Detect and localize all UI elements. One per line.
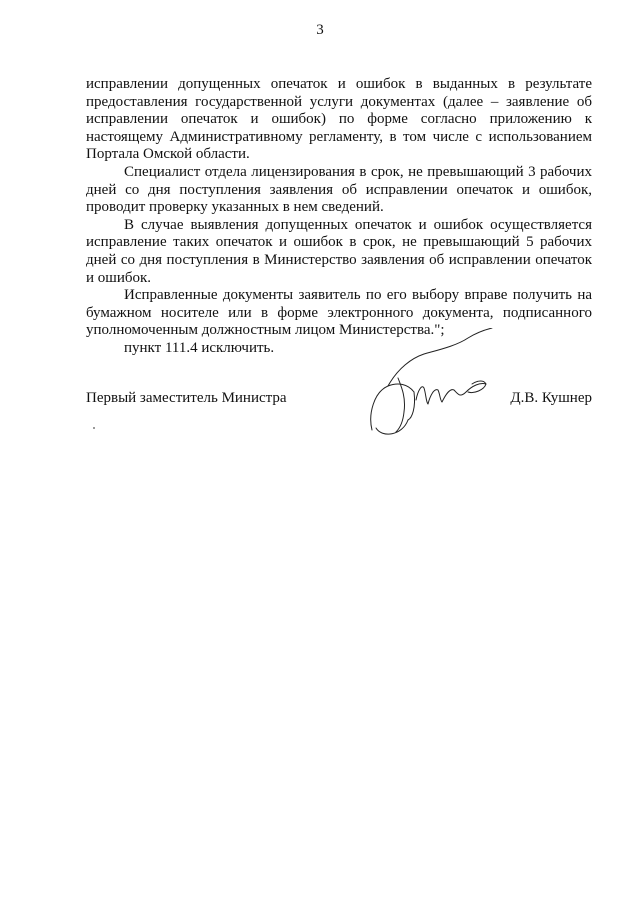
page-number: 3 (316, 22, 324, 38)
paragraph-continuation: исправлении допущенных опечаток и ошибок в выданных в результате предоставления государственной услуги документах (далее – заявление об исправлении опечаток и ошибок) по форме согласно приложению к настоящему Административному регламенту, в том числе с использованием Портала Омской области. (86, 76, 592, 163)
paragraph-clause-removal: пункт 111.4 исключить. (124, 339, 275, 356)
paragraph-corrected-documents: Исправленные документы заявитель по его выбору вправе получить на бумажном носителе или в форме электронного документа, подписанного уполномоченным должностным лицом Министерства."; (86, 287, 592, 339)
handwritten-signature (368, 328, 496, 444)
paragraph-error-correction: В случае выявления допущенных опечаток и ошибок осуществляется исправление таких опечаток и ошибок в срок, не превышающий 5 рабочих дней со дня поступления в Министерство заявления об исправлении опечаток и ошибок. (86, 216, 592, 286)
scan-artifact (93, 427, 95, 429)
signer-position: Первый заместитель Министра (86, 390, 287, 406)
signer-name: Д.В. Кушнер (510, 390, 592, 406)
document-body (86, 76, 592, 358)
paragraph-licensing-specialist: Специалист отдела лицензирования в срок, не превышающий 3 рабочих дней со дня поступления заявления об исправлении опечаток и ошибок, проводит проверку указанных в нем сведений. (86, 163, 592, 216)
